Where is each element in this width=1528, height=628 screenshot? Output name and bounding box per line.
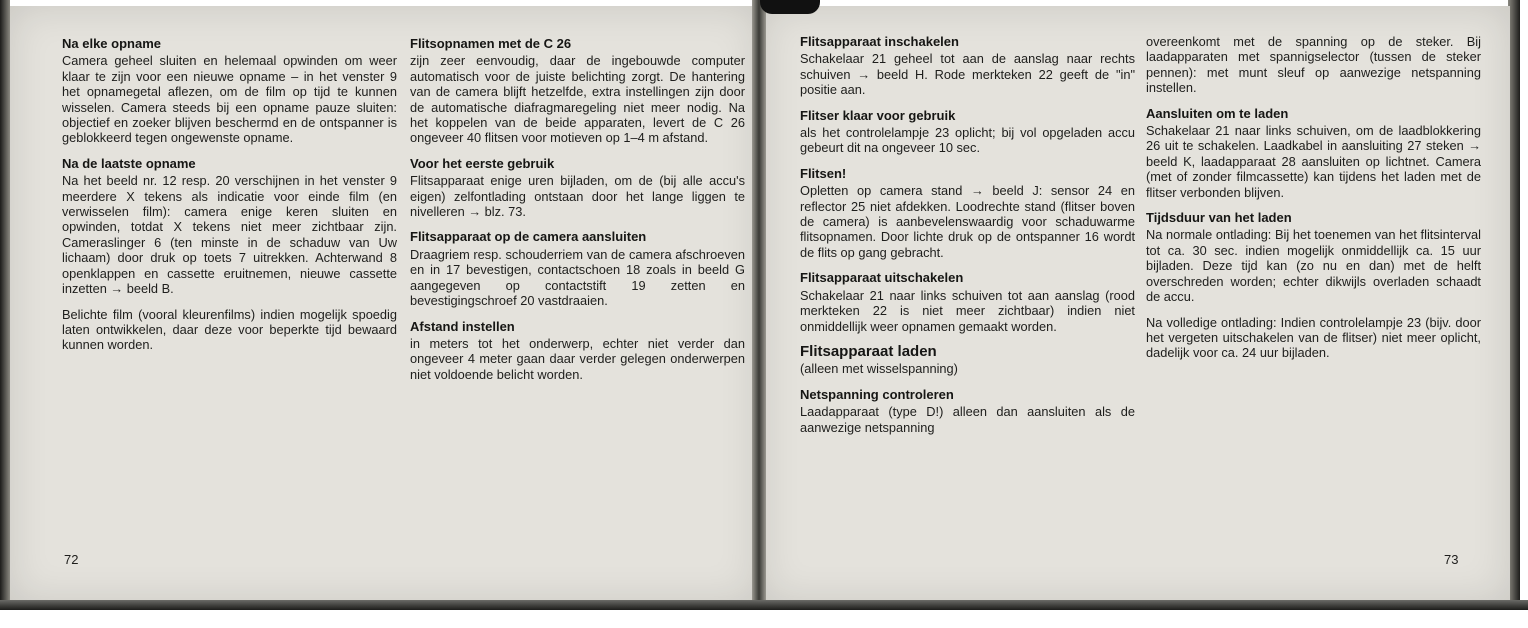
section xyxy=(62,307,397,353)
section-text: Camera geheel sluiten en helemaal opwinden om weer klaar te zijn voor een nieuwe opname – in het venster 9 het opnamegetal aflezen, om de film op tijd te kunnen wisselen. Camera steeds bij een opname pauze sluiten: objectief en zoeker blijven beschermd en de ontspanner is geblokkeerd tegen ongewenste opname. xyxy=(62,53,397,146)
section-heading: Flitser klaar voor gebruik xyxy=(800,107,956,123)
section xyxy=(62,36,397,146)
section-text: (alleen met wisselspanning) xyxy=(800,361,958,377)
column-2 xyxy=(410,36,745,392)
section xyxy=(410,319,745,383)
section xyxy=(410,229,745,308)
section xyxy=(800,108,1135,156)
section xyxy=(1146,106,1481,200)
section-heading: Voor het eerste gebruik xyxy=(410,155,555,171)
section xyxy=(800,344,1135,377)
section-heading: Afstand instellen xyxy=(410,318,515,334)
section-heading: Netspanning controleren xyxy=(800,386,954,402)
section-text: Schakelaar 21 naar links schuiven tot aan aanslag (rood merkteken 22 is niet meer zichtbaar) indien niet onmiddellijk weer opnamen gemaakt worden. xyxy=(800,287,1135,334)
section-text: Draagriem resp. schouderriem van de camera afschroeven en in 17 bevestigen, contactschoen 18 zoals in beeld G aangegeven op contactstift 19 zetten en bevestigingschroef 20 vastdraaien. xyxy=(410,246,745,309)
book-spine xyxy=(752,0,766,606)
column-3 xyxy=(800,34,1135,445)
book-edge-left xyxy=(0,0,10,610)
page-number-left: 72 xyxy=(64,552,79,567)
page-number-right: 73 xyxy=(1444,552,1459,567)
binding-clip xyxy=(760,0,820,14)
section xyxy=(800,270,1135,334)
section-text: zijn zeer eenvoudig, daar de ingebouwde computer automatisch voor de juiste belichting zorgt. De hantering van de camera blijft hetzelfde, extra instellingen zijn door de automatische diafragmaregeling niet meer nodig. Na het koppelen van de beide apparaten, levert de C 26 ongeveer 40 flitsen voor motieven op 1–4 m afstand. xyxy=(410,53,745,146)
section-text: Belichte film (vooral kleurenfilms) indien mogelijk spoedig laten ontwikkelen, daar deze voor beperkte tijd bewaard kunnen worden. xyxy=(62,306,397,353)
section-text: in meters tot het onderwerp, echter niet verder dan ongeveer 4 meter gaan daar verder gelegen onderwerpen niet voldoende belicht worden. xyxy=(410,335,745,382)
section-heading: Aansluiten om te laden xyxy=(1146,105,1289,121)
section-text: Flitsapparaat enige uren bijladen, om de (bij alle accu's eigen) zelfontlading ontstaan door het lange liggen te nivelleren → blz. 73. xyxy=(410,173,745,220)
section-text: als het controlelampje 23 oplicht; bij vol opgeladen accu gebeurt dit na ongeveer 10 sec. xyxy=(800,125,1135,156)
book-edge-bottom xyxy=(0,600,1528,610)
section-heading: Tijdsduur van het laden xyxy=(1146,210,1292,226)
section-heading: Flitsopnamen met de C 26 xyxy=(410,36,572,51)
section-text: Opletten op camera stand → beeld J: sensor 24 en reflector 25 niet afdekken. Loodrechte stand (flitser boven de camera) is aanbevelenswaardig voor schaduwarme flitsopnamen. Door lichte druk op de ontspanner 16 wordt de flits op gang gebracht. xyxy=(800,183,1135,260)
section-heading: Flitsapparaat inschakelen xyxy=(800,34,959,49)
section-heading: Flitsen! xyxy=(800,165,847,181)
section xyxy=(800,166,1135,260)
column-1 xyxy=(62,36,397,363)
section xyxy=(800,34,1135,98)
section-heading: Flitsapparaat uitschakelen xyxy=(800,270,964,286)
section-text: Na het beeld nr. 12 resp. 20 verschijnen in het venster 9 meerdere X tekens als indicatie voor einde film (en verwisselen film): camera enige keren sluiten en opwinden, totdat X tekens niet meer zichtbaar zijn. Cameraslinger 6 (ten minste in de schaduw van Uw lichaam) door druk op toets 7 uitrekken. Achterwand 8 openklappen en cassette eruitnemen, nieuwe cassette inzetten → beeld B. xyxy=(62,173,397,297)
section-heading: Flitsapparaat laden xyxy=(800,342,937,360)
column-4 xyxy=(1146,34,1481,371)
section xyxy=(62,156,397,297)
section-text: Na volledige ontlading: Indien controlelampje 23 (bijv. door het vergeten uitschakelen van de flitser) niet meer oplicht, dadelijk voor ca. 24 uur bijladen. xyxy=(1146,314,1481,361)
section xyxy=(1146,34,1481,96)
section xyxy=(800,387,1135,435)
section xyxy=(410,156,745,220)
section-heading: Na de laatste opname xyxy=(62,155,196,171)
section-text: overeenkomt met de spanning op de steker. Bij laadapparaten met spannigselector (tussen de steker pennen): met munt sleuf op aanwezige netspanning instellen. xyxy=(1146,34,1481,96)
section-text: Na normale ontlading: Bij het toenemen van het flitsinterval tot ca. 30 sec. indien mogelijk onmiddellijk ca. 15 uur bijladen. Deze tijd kan (zo nu en dan) met de helft overschreden worden; echter dikwijls overladen schaadt de accu. xyxy=(1146,227,1481,305)
section-text: Schakelaar 21 naar links schuiven, om de laadblokkering 26 uit te schakelen. Laadkabel in aansluiting 27 steken → beeld K, laadapparaat 28 aansluiten op lichtnet. Camera (met of zonder filmcassette) kan tijdens het laden met de flitser verbonden blijven. xyxy=(1146,123,1481,200)
section-heading: Na elke opname xyxy=(62,36,161,51)
section-heading: Flitsapparaat op de camera aansluiten xyxy=(410,229,647,245)
section xyxy=(1146,315,1481,361)
section xyxy=(1146,210,1481,304)
section-text: Schakelaar 21 geheel tot aan de aanslag naar rechts schuiven → beeld H. Rode merkteken 22 geeft de "in" positie aan. xyxy=(800,51,1135,98)
section xyxy=(410,36,745,146)
section-text: Laadapparaat (type D!) alleen dan aansluiten als de aanwezige netspanning xyxy=(800,404,1135,435)
